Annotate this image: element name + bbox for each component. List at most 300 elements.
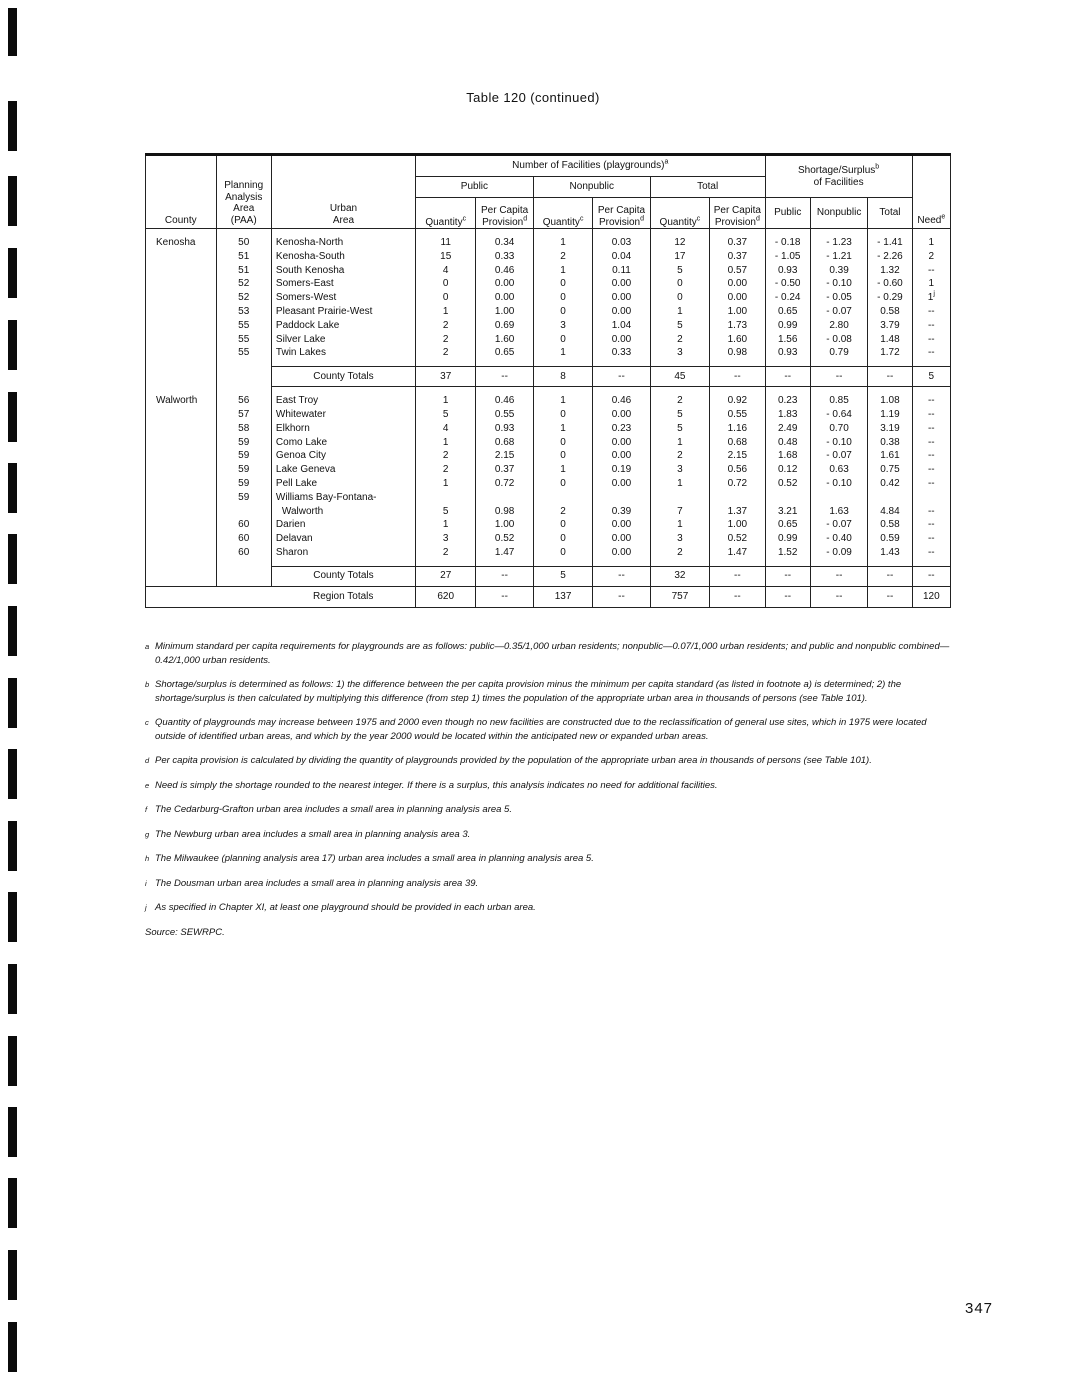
- public-quantity-cell: [415, 408, 475, 422]
- shortage-public-cell: [765, 250, 810, 264]
- total-per-capita-value: 0.00: [727, 278, 748, 290]
- nonpublic-quantity-cell: [533, 291, 592, 305]
- county-cell: [146, 346, 217, 360]
- public-quantity-value: 1: [442, 305, 449, 317]
- public-quantity-cell: [415, 532, 475, 546]
- shortage-nonpublic-cell: [810, 408, 867, 422]
- shortage-nonpublic-cell: --: [810, 586, 867, 607]
- binding-mark: [8, 1250, 17, 1300]
- binding-mark: [8, 8, 17, 56]
- quantity-header: [415, 198, 475, 229]
- total-per-capita-cell: [710, 346, 765, 360]
- table-row: [146, 491, 951, 519]
- urban-area-name: Genoa City: [275, 450, 326, 462]
- total-quantity-cell: 32: [650, 566, 709, 586]
- public-per-capita-cell: [476, 518, 533, 532]
- footnote-list: [145, 640, 951, 915]
- nonpublic-per-capita-value: 0.00: [611, 477, 632, 489]
- urban-area-name: Sharon: [275, 546, 309, 558]
- need-cell: [912, 463, 950, 477]
- shortage-public-value: 0.99: [777, 319, 798, 331]
- footnote: [145, 877, 951, 891]
- percap-label: Provision: [598, 216, 641, 228]
- nonpublic-per-capita-cell: [593, 319, 650, 333]
- shortage-public-header: Public: [765, 198, 810, 229]
- shortage-public-cell: [765, 277, 810, 291]
- spacer-cell: [710, 229, 765, 237]
- total-per-capita-cell: --: [710, 586, 765, 607]
- shortage-total-value: 0.58: [880, 305, 900, 317]
- shortage-total-value: 1.43: [880, 546, 900, 558]
- urban-area-cell: [271, 319, 415, 333]
- table-title: Table 120 (continued): [466, 90, 600, 105]
- need-value: --: [927, 305, 935, 317]
- urban-area-name: Twin Lakes: [275, 347, 326, 359]
- table-row: [146, 422, 951, 436]
- nonpublic-per-capita-value: 0.04: [611, 250, 632, 262]
- total-quantity-cell: [650, 518, 709, 532]
- nonpublic-quantity-value: 1: [560, 464, 566, 476]
- total-quantity-value: 1: [677, 477, 683, 489]
- table-row: [146, 333, 951, 347]
- spacer-cell: [810, 229, 867, 237]
- shortage-nonpublic-value: - 0.10: [826, 477, 852, 489]
- urban-area-cell: [271, 394, 415, 408]
- nonpublic-per-capita-cell: [593, 422, 650, 436]
- nonpublic-per-capita-cell: [593, 546, 650, 560]
- public-quantity-value: 4: [442, 422, 449, 434]
- footnote-text: The Milwaukee (planning analysis area 17) urban area includes a small area in planning analysis area 5.: [155, 853, 594, 864]
- quantity-header: [650, 198, 709, 229]
- public-per-capita-cell: [476, 264, 533, 278]
- public-quantity-value: 1: [442, 519, 449, 531]
- need-value: 1: [928, 237, 935, 248]
- shortage-public-value: 0.65: [777, 519, 798, 531]
- spacer-cell: [476, 229, 533, 237]
- total-quantity-value: 5: [677, 319, 683, 331]
- county-cell: Kenosha: [146, 236, 217, 250]
- paa-cell: 59: [216, 463, 271, 477]
- public-quantity-cell: [415, 291, 475, 305]
- urban-area-name: Lake Geneva: [275, 464, 336, 476]
- table-row: [146, 394, 951, 408]
- nonpublic-per-capita-cell: [593, 264, 650, 278]
- binding-mark: [8, 1107, 17, 1157]
- page-number: 347: [965, 1300, 994, 1317]
- table-row: [146, 305, 951, 319]
- shortage-total-cell: [868, 291, 912, 305]
- footnote: [145, 640, 951, 667]
- public-quantity-cell: [415, 319, 475, 333]
- shortage-public-cell: [765, 546, 810, 560]
- total-quantity-cell: [650, 333, 709, 347]
- urban-area-name: Kenosha-South: [275, 250, 345, 262]
- need-value: 2: [928, 250, 935, 262]
- county-cell: [146, 367, 217, 387]
- nonpublic-per-capita-value: 0.00: [611, 546, 632, 558]
- per-capita-header: [593, 198, 650, 229]
- shortage-nonpublic-cell: [810, 333, 867, 347]
- footnote-ref: d: [523, 215, 528, 223]
- spacer-cell: [216, 387, 271, 395]
- shortage-total-cell: [868, 477, 912, 491]
- public-per-capita-cell: [476, 346, 533, 360]
- region-blank-cell: [146, 586, 272, 607]
- nonpublic-per-capita-value: 0.11: [612, 264, 631, 276]
- shortage-nonpublic-value: - 0.07: [826, 450, 852, 462]
- need-cell: [912, 250, 950, 264]
- percap-label: Per Capita: [713, 205, 761, 216]
- paa-cell: 51: [216, 250, 271, 264]
- spacer-cell: [650, 387, 709, 395]
- source-note: Source: SEWRPC.: [145, 926, 225, 938]
- public-header: Public: [415, 177, 533, 198]
- urban-area-name: Delavan: [275, 533, 313, 545]
- total-per-capita-value: 0.72: [727, 477, 748, 489]
- public-per-capita-value: 0.52: [494, 533, 515, 545]
- footnote-ref: a: [664, 158, 669, 166]
- total-per-capita-cell: [710, 291, 765, 305]
- table-row: [146, 546, 951, 560]
- shortage-total-cell: [868, 250, 912, 264]
- table-row: [146, 277, 951, 291]
- urban-area-name: Pell Lake: [275, 477, 318, 489]
- table-row: [146, 236, 951, 250]
- shortage-nonpublic-value: - 0.07: [826, 305, 852, 317]
- spacer-cell: [710, 387, 765, 395]
- need-cell: [912, 477, 950, 491]
- need-cell: --: [912, 566, 950, 586]
- need-cell: [912, 333, 950, 347]
- total-per-capita-value: 0.55: [727, 408, 748, 420]
- total-per-capita-value: 0.92: [727, 395, 748, 407]
- county-cell: [146, 333, 217, 347]
- nonpublic-quantity-value: 1: [560, 237, 566, 248]
- county-totals-row: [146, 367, 951, 387]
- county-cell: [146, 449, 217, 463]
- urban-area-name: Somers-East: [275, 278, 334, 290]
- nonpublic-quantity-value: 0: [560, 278, 566, 290]
- nonpublic-quantity-value: 0: [560, 477, 566, 489]
- shortage-total-value: 0.59: [880, 533, 900, 545]
- shortage-public-value: 0.52: [777, 477, 798, 489]
- nonpublic-quantity-value: 0: [560, 546, 566, 558]
- urban-area-name: Paddock Lake: [275, 319, 340, 331]
- county-cell: Walworth: [146, 394, 217, 408]
- shortage-nonpublic-value: - 0.10: [826, 436, 852, 448]
- need-value: --: [927, 347, 935, 359]
- shortage-total-cell: [868, 463, 912, 477]
- urban-area-cell: [271, 291, 415, 305]
- need-value: --: [927, 505, 935, 517]
- urban-area-name: Darien: [275, 519, 306, 531]
- need-value: --: [927, 422, 935, 434]
- public-quantity-cell: 620: [415, 586, 475, 607]
- shortage-public-value: 0.99: [777, 533, 798, 545]
- need-value: --: [927, 450, 935, 462]
- shortage-nonpublic-cell: --: [810, 566, 867, 586]
- shortage-public-cell: [765, 346, 810, 360]
- shortage-public-value: 0.93: [777, 264, 798, 276]
- public-per-capita-value: 0.55: [494, 408, 515, 420]
- public-per-capita-value: 0.65: [494, 347, 515, 359]
- shortage-total-value: 1.08: [880, 395, 900, 407]
- public-quantity-cell: [415, 436, 475, 450]
- table-row: [146, 477, 951, 491]
- table-row: [146, 291, 951, 305]
- nonpublic-per-capita-cell: --: [593, 586, 650, 607]
- shortage-nonpublic-value: 0.70: [829, 422, 849, 434]
- nonpublic-quantity-cell: [533, 532, 592, 546]
- spacer-cell: [765, 229, 810, 237]
- nonpublic-quantity-cell: [533, 319, 592, 333]
- county-cell: [146, 463, 217, 477]
- shortage-public-value: - 1.05: [774, 250, 801, 262]
- paa-cell: 56: [216, 394, 271, 408]
- nonpublic-per-capita-value: 0.00: [611, 408, 632, 420]
- total-per-capita-cell: [710, 264, 765, 278]
- footnote-mark: h: [145, 854, 150, 863]
- table-row: [146, 264, 951, 278]
- public-quantity-value: 1: [442, 395, 449, 407]
- public-quantity-cell: [415, 422, 475, 436]
- nonpublic-per-capita-cell: [593, 463, 650, 477]
- total-quantity-value: 5: [677, 408, 683, 420]
- total-per-capita-cell: [710, 463, 765, 477]
- total-per-capita-value: 1.00: [727, 519, 748, 531]
- public-per-capita-value: 0.69: [494, 319, 515, 331]
- nonpublic-quantity-cell: [533, 346, 592, 360]
- total-quantity-cell: [650, 449, 709, 463]
- urban-area-name: Silver Lake: [275, 333, 326, 345]
- shortage-nonpublic-value: - 0.64: [826, 408, 852, 420]
- shortage-public-cell: [765, 394, 810, 408]
- shortage-total-value: 0.58: [880, 519, 900, 531]
- shortage-total-value: - 1.41: [877, 237, 903, 248]
- shortage-public-cell: [765, 422, 810, 436]
- total-header: Total: [650, 177, 765, 198]
- spacer-cell: [650, 229, 709, 237]
- county-cell: [146, 408, 217, 422]
- table-row: [146, 532, 951, 546]
- spacer-cell: [765, 387, 810, 395]
- county-cell: [146, 422, 217, 436]
- nonpublic-quantity-value: 3: [560, 319, 566, 331]
- totals-label: County Totals: [271, 367, 415, 387]
- need-header: [912, 155, 950, 229]
- public-quantity-value: 1: [442, 436, 449, 448]
- shortage-total-value: 0.42: [880, 477, 900, 489]
- nonpublic-per-capita-value: 0.00: [611, 533, 632, 545]
- total-quantity-cell: [650, 436, 709, 450]
- need-cell: [912, 422, 950, 436]
- shortage-nonpublic-header: Nonpublic: [810, 198, 867, 229]
- nonpublic-per-capita-cell: [593, 491, 650, 519]
- shortage-total-cell: [868, 305, 912, 319]
- shortage-total-value: 1.19: [880, 408, 900, 420]
- public-per-capita-value: 1.60: [494, 333, 515, 345]
- urban-area-cell: [271, 264, 415, 278]
- urban-area-name: Elkhorn: [275, 422, 310, 434]
- shortage-public-value: - 0.50: [774, 278, 801, 290]
- paa-header-line: (PAA): [230, 214, 257, 226]
- nonpublic-quantity-cell: 8: [533, 367, 592, 387]
- footnote-text: Shortage/surplus is determined as follows: 1) the difference between the per capita provision minus the minimum per capita standard (as listed in footnote a) is determined; 2) the shortage/surplus is then calculated by multiplying this difference (from step 1) times the population of the appropriate urban area in thousands of persons (see Table 101).: [155, 679, 902, 704]
- binding-mark: [8, 1036, 17, 1086]
- total-per-capita-cell: [710, 491, 765, 519]
- nonpublic-quantity-cell: [533, 518, 592, 532]
- county-cell: [146, 250, 217, 264]
- total-quantity-cell: 757: [650, 586, 709, 607]
- spacer-cell: [146, 229, 217, 237]
- county-totals-row: [146, 566, 951, 586]
- binding-mark: [8, 1178, 17, 1228]
- table-row: [146, 449, 951, 463]
- nonpublic-quantity-cell: [533, 491, 592, 519]
- need-cell: [912, 346, 950, 360]
- footnote-ref: c: [462, 215, 467, 223]
- nonpublic-per-capita-cell: [593, 518, 650, 532]
- shortage-total-header: Total: [868, 198, 912, 229]
- footnote-mark: c: [145, 718, 149, 727]
- binding-mark: [8, 964, 17, 1014]
- county-cell: [146, 532, 217, 546]
- binding-mark: [8, 1322, 17, 1372]
- paa-cell: 55: [216, 333, 271, 347]
- public-per-capita-cell: [476, 236, 533, 250]
- public-quantity-cell: 27: [415, 566, 475, 586]
- facilities-group-label: Number of Facilities (playgrounds): [512, 160, 665, 172]
- nonpublic-quantity-cell: [533, 463, 592, 477]
- total-quantity-value: 3: [677, 347, 683, 359]
- shortage-nonpublic-value: - 0.08: [826, 333, 852, 345]
- shortage-nonpublic-cell: --: [810, 367, 867, 387]
- total-per-capita-value: 1.47: [727, 546, 748, 558]
- public-quantity-cell: [415, 236, 475, 250]
- public-per-capita-cell: [476, 291, 533, 305]
- shortage-public-cell: [765, 449, 810, 463]
- spacer-cell: [912, 387, 950, 395]
- spacer-cell: [912, 229, 950, 237]
- public-quantity-value: 2: [442, 319, 449, 331]
- shortage-nonpublic-cell: [810, 546, 867, 560]
- paa-cell: 57: [216, 408, 271, 422]
- footnote: [145, 678, 951, 705]
- footnote-mark: a: [145, 642, 150, 651]
- total-quantity-cell: [650, 477, 709, 491]
- public-per-capita-cell: [476, 491, 533, 519]
- table-body: [146, 229, 951, 608]
- urban-area-header: [271, 155, 415, 229]
- total-quantity-cell: [650, 422, 709, 436]
- footnote-ref: d: [640, 215, 645, 223]
- public-per-capita-cell: [476, 436, 533, 450]
- shortage-public-value: - 0.18: [774, 237, 801, 248]
- quantity-label: Quantity: [659, 216, 697, 228]
- shortage-nonpublic-value: - 0.40: [826, 533, 852, 545]
- county-cell: [146, 264, 217, 278]
- public-per-capita-cell: --: [476, 586, 533, 607]
- shortage-total-cell: --: [868, 586, 912, 607]
- region-totals-label: Region Totals: [271, 586, 415, 607]
- total-quantity-value: 1: [677, 519, 683, 531]
- nonpublic-quantity-cell: [533, 422, 592, 436]
- total-quantity-cell: [650, 264, 709, 278]
- total-per-capita-cell: [710, 236, 765, 250]
- footnote-ref: c: [579, 215, 584, 223]
- total-quantity-value: 3: [677, 533, 683, 545]
- total-per-capita-value: 0.00: [727, 292, 748, 304]
- urban-area-name: Somers-West: [275, 292, 337, 304]
- shortage-public-value: 0.65: [777, 305, 798, 317]
- binding-mark: [8, 749, 17, 799]
- spacer-cell: [216, 229, 271, 237]
- nonpublic-per-capita-cell: [593, 333, 650, 347]
- total-quantity-value: 7: [677, 505, 683, 517]
- total-per-capita-value: 1.37: [727, 505, 748, 517]
- shortage-public-cell: --: [765, 586, 810, 607]
- shortage-total-cell: [868, 333, 912, 347]
- public-quantity-cell: [415, 518, 475, 532]
- total-per-capita-value: 2.15: [727, 450, 748, 462]
- shortage-public-value: 0.23: [777, 395, 798, 407]
- shortage-nonpublic-cell: [810, 319, 867, 333]
- shortage-public-value: 1.68: [777, 450, 798, 462]
- footnote: [145, 716, 951, 743]
- nonpublic-quantity-value: 1: [560, 264, 566, 276]
- public-per-capita-cell: [476, 250, 533, 264]
- public-per-capita-value: 0.00: [494, 292, 515, 304]
- total-quantity-value: 2: [677, 333, 683, 345]
- total-quantity-value: 2: [677, 450, 683, 462]
- public-quantity-value: 5: [442, 408, 449, 420]
- nonpublic-quantity-cell: [533, 436, 592, 450]
- urban-header-line: Area: [332, 214, 355, 226]
- shortage-group-header: [765, 155, 912, 198]
- total-quantity-cell: [650, 463, 709, 477]
- binding-mark: [8, 392, 17, 442]
- paa-header-line: Analysis: [225, 191, 263, 203]
- table-row: [146, 463, 951, 477]
- total-quantity-cell: [650, 319, 709, 333]
- total-per-capita-cell: [710, 436, 765, 450]
- public-quantity-cell: [415, 491, 475, 519]
- need-cell: [912, 436, 950, 450]
- footnote-mark: b: [145, 680, 150, 689]
- total-quantity-value: 0: [677, 278, 683, 290]
- shortage-public-value: 3.21: [777, 505, 798, 517]
- shortage-total-cell: [868, 491, 912, 519]
- total-per-capita-cell: [710, 277, 765, 291]
- shortage-total-cell: [868, 277, 912, 291]
- public-per-capita-value: 0.68: [494, 436, 515, 448]
- county-cell: [146, 291, 217, 305]
- shortage-total-cell: [868, 264, 912, 278]
- shortage-nonpublic-cell: [810, 346, 867, 360]
- public-per-capita-value: 0.46: [494, 395, 515, 407]
- table-row: [146, 518, 951, 532]
- nonpublic-per-capita-cell: --: [593, 367, 650, 387]
- public-per-capita-cell: [476, 408, 533, 422]
- footnote-mark: f: [145, 805, 148, 814]
- shortage-total-cell: [868, 532, 912, 546]
- shortage-total-cell: [868, 422, 912, 436]
- nonpublic-quantity-cell: [533, 394, 592, 408]
- binding-mark: [8, 176, 17, 226]
- urban-area-name: South Kenosha: [275, 264, 345, 276]
- need-value: --: [927, 333, 935, 345]
- shortage-public-cell: [765, 477, 810, 491]
